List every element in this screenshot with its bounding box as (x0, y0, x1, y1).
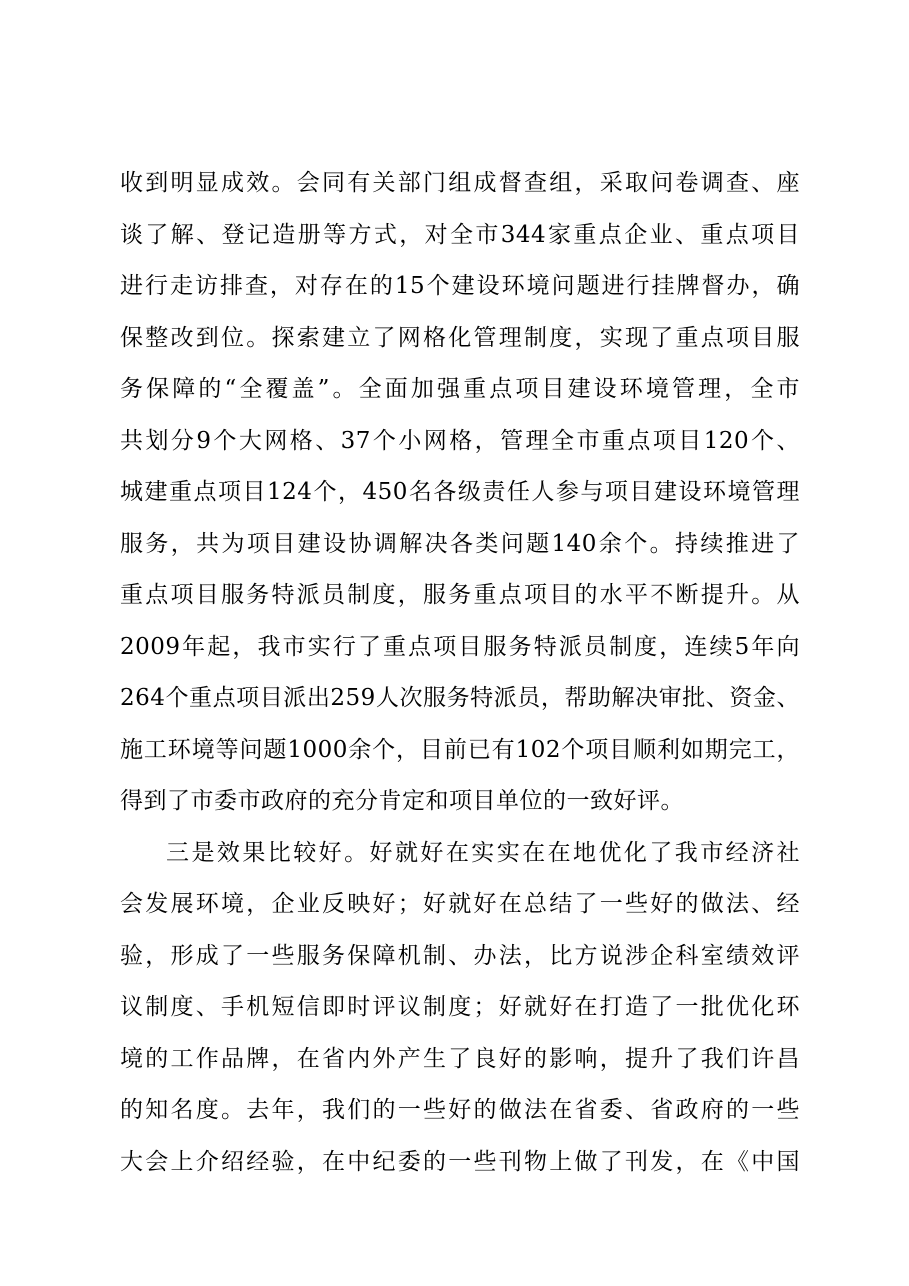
text-line: 会发展环境，企业反映好；好就好在总结了一些好的做法、经 (120, 891, 800, 917)
text-line: 城建重点项目124个，450名各级责任人参与项目建设环境管理 (120, 479, 800, 505)
text-line: 保整改到位。探索建立了网格化管理制度，实现了重点项目服 (120, 325, 800, 351)
text-line: 收到明显成效。会同有关部门组成督查组，采取问卷调查、座 (120, 170, 800, 196)
text-line: 服务，共为项目建设协调解决各类问题140余个。持续推进了 (120, 531, 800, 557)
text-line: 境的工作品牌，在省内外产生了良好的影响，提升了我们许昌 (120, 1046, 800, 1072)
text-line: 验，形成了一些服务保障机制、办法，比方说涉企科室绩效评 (120, 943, 800, 969)
paragraph-first-line: 三是效果比较好。好就好在实实在在地优化了我市经济社 (166, 840, 800, 866)
text-line: 大会上介绍经验，在中纪委的一些刊物上做了刊发，在《中国 (120, 1149, 800, 1175)
text-line: 议制度、手机短信即时评议制度；好就好在打造了一批优化环 (120, 994, 800, 1020)
text-line: 施工环境等问题1000余个，目前已有102个项目顺利如期完工， (120, 737, 800, 763)
text-line: 264个重点项目派出259人次服务特派员，帮助解决审批、资金、 (120, 685, 800, 711)
text-line: 进行走访排查，对存在的15个建设环境问题进行挂牌督办，确 (120, 273, 800, 299)
text-line: 谈了解、登记造册等方式，对全市344家重点企业、重点项目 (120, 222, 800, 248)
text-line: 2009年起，我市实行了重点项目服务特派员制度，连续5年向 (120, 634, 800, 660)
text-line: 共划分9个大网格、37个小网格，管理全市重点项目120个、 (120, 428, 800, 454)
text-line: 的知名度。去年，我们的一些好的做法在省委、省政府的一些 (120, 1097, 800, 1123)
text-line: 重点项目服务特派员制度，服务重点项目的水平不断提升。从 (120, 582, 800, 608)
text-line: 务保障的“全覆盖”。全面加强重点项目建设环境管理，全市 (120, 376, 800, 402)
paragraph-end-line: 得到了市委市政府的充分肯定和项目单位的一致好评。 (120, 788, 684, 814)
